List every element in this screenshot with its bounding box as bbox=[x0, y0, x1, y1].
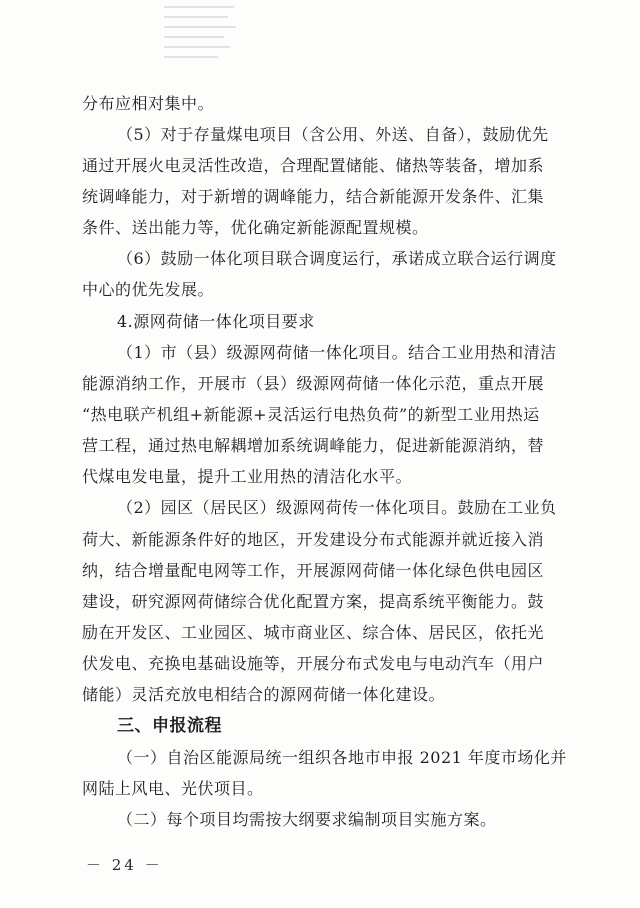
text-line: 网陆上风电、光伏项目。 bbox=[82, 779, 264, 798]
text-line: 统调峰能力，对于新增的调峰能力，结合新能源开发条件、汇集 bbox=[82, 187, 545, 206]
text-line: （2）园区（居民区）级源网荷传一体化项目。鼓励在工业负 bbox=[117, 498, 557, 517]
text-line: （5）对于存量煤电项目（含公用、外送、自备），鼓励优先 bbox=[117, 125, 549, 144]
text-line: 励在开发区、工业园区、城市商业区、综合体、居民区，依托光 bbox=[82, 623, 545, 642]
text-line: （1）市（县）级源网荷储一体化项目。结合工业用热和清洁 bbox=[117, 343, 557, 362]
page-number: － 24 － bbox=[86, 856, 163, 874]
text-line: 条件、送出能力等，优化确定新能源配置规模。 bbox=[82, 218, 429, 237]
text-line: 代煤电发电量，提升工业用热的清洁化水平。 bbox=[82, 467, 413, 486]
text-line: 营工程，通过热电解耦增加系统调峰能力，促进新能源消纳，替 bbox=[82, 436, 545, 455]
text-line: （二）每个项目均需按大纲要求编制项目实施方案。 bbox=[117, 810, 497, 829]
text-line: 能源消纳工作，开展市（县）级源网荷储一体化示范，重点开展 bbox=[82, 374, 545, 393]
text-line: 分布应相对集中。 bbox=[82, 94, 215, 113]
text-line: 中心的优先发展。 bbox=[82, 280, 215, 299]
section-heading: 三、申报流程 bbox=[117, 716, 222, 736]
text-line: “热电联产机组+新能源+灵活运行电热负荷”的新型工业用热运 bbox=[82, 405, 540, 424]
text-line: 纳，结合增量配电网等工作，开展源网荷储一体化绿色供电园区 bbox=[82, 561, 545, 580]
text-line: （一）自治区能源局统一组织各地市申报 2021 年度市场化并 bbox=[117, 748, 567, 767]
text-line: （6）鼓励一体化项目联合调度运行，承诺成立联合运行调度 bbox=[117, 249, 557, 268]
text-line: 伏发电、充换电基础设施等，开展分布式发电与电动汽车（用户 bbox=[82, 654, 545, 673]
text-line: 储能）灵活充放电相结合的源网荷储一体化建设。 bbox=[82, 685, 446, 704]
faded-stamp-mark bbox=[160, 0, 240, 70]
section-subheading: 4.源网荷储一体化项目要求 bbox=[117, 312, 315, 331]
text-line: 建设，研究源网荷储综合优化配置方案，提高系统平衡能力。鼓 bbox=[82, 592, 545, 611]
text-line: 荷大、新能源条件好的地区，开发建设分布式能源并就近接入消 bbox=[82, 530, 545, 549]
text-line: 通过开展火电灵活性改造，合理配置储能、储热等装备，增加系 bbox=[82, 156, 545, 175]
